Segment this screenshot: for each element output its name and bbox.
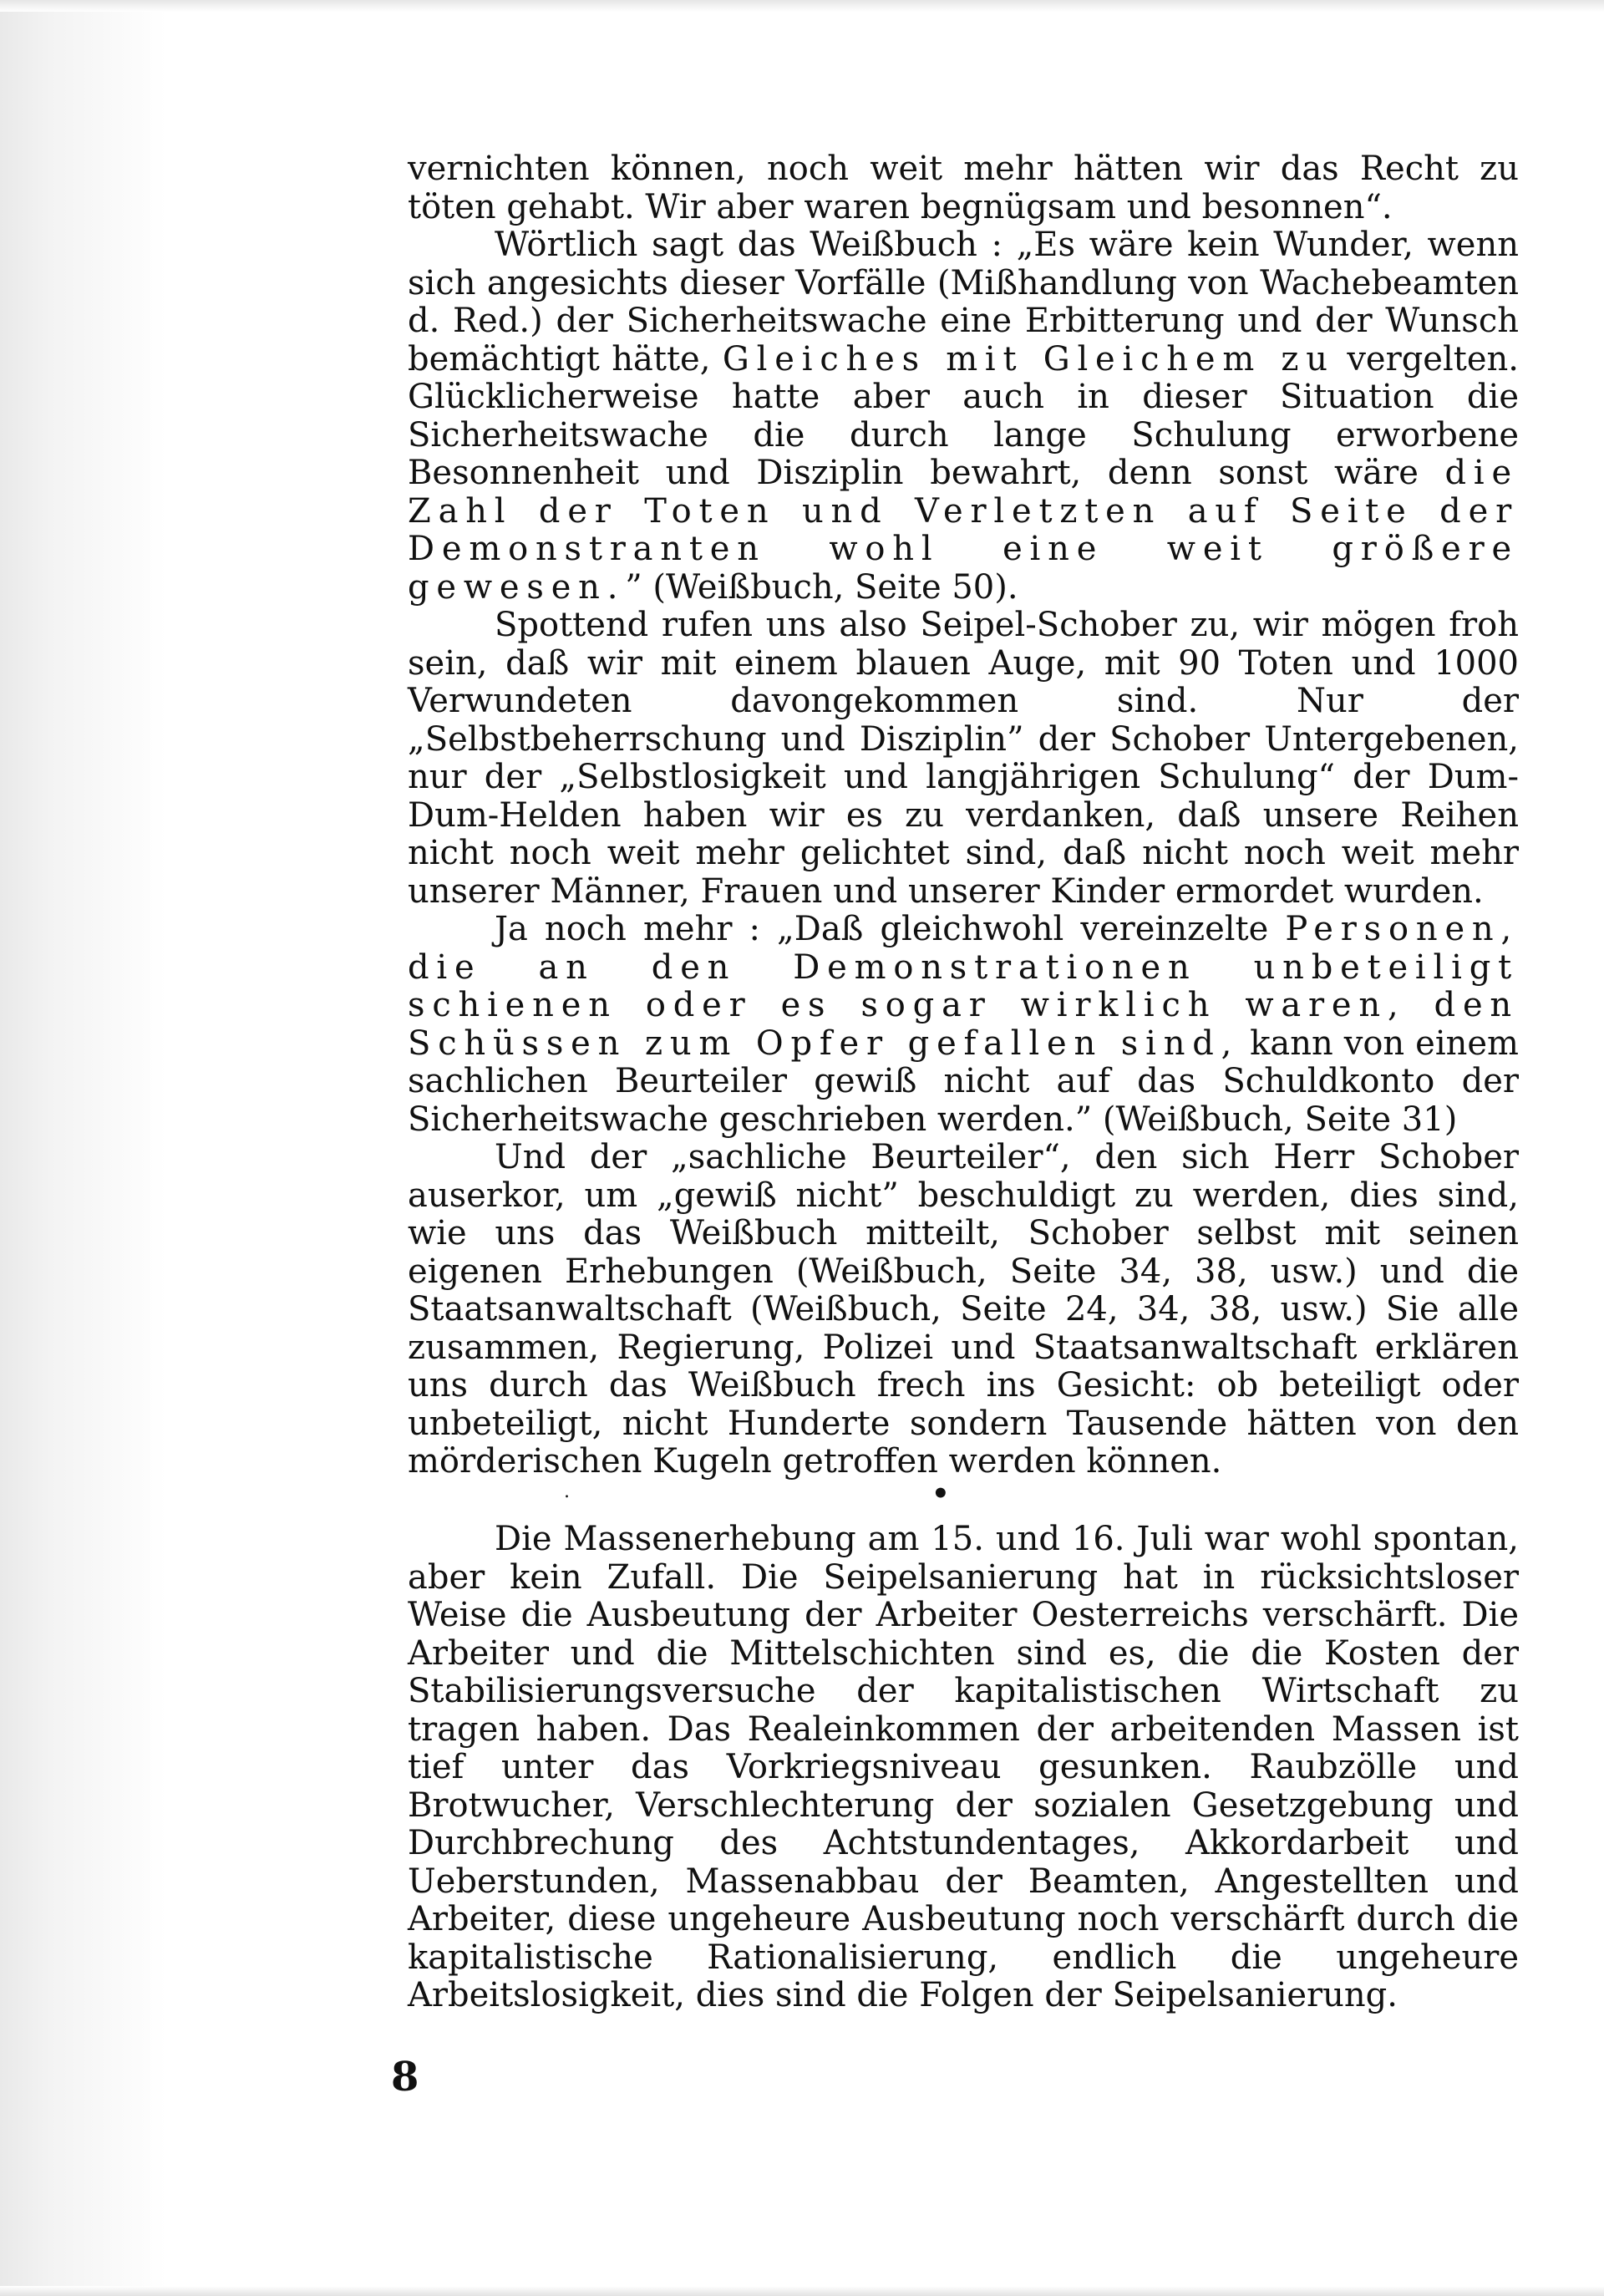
paragraph-4-spaced: Personen, die an den Demonstrationen unbeteiligt schienen oder es sogar wirklich waren, den Schüssen zum Opfer gefallen sind, [408,910,1519,1063]
page-left-edge-shadow [0,0,167,2296]
section-2-body [408,1521,1519,2015]
paragraph-2-spaced-2: die Zahl der Toten und Verletzten auf Seite der Demonstranten wohl eine weit größere gewesen. [408,454,1519,607]
paragraph-3: Spottend rufen uns also Seipel-Schober zu, wir mögen froh sein, daß wir mit einem blauen Auge, mit 90 Toten und 1000 Verwundeten davongekommen sind. Nur der „Selbstbeherrschung und Disziplin” der Schober Untergebenen, nur der „Selbstlosigkeit und langjährigen Schulung“ der Dum-Dum-Helden haben wir es zu verdanken, daß unsere Reihen nicht noch weit mehr gelichtet sind, daß nicht noch weit mehr unserer Männer, Frauen und unserer Kinder ermordet wurden. [408,606,1519,911]
paragraph-4 [408,911,1519,1139]
page-number: 8 [391,2054,419,2100]
section-1-body [408,150,1519,1481]
paragraph-4-part-a: Ja noch mehr : „Daß gleichwohl vereinzelte [495,910,1286,948]
page-bottom-edge-shadow [0,2286,1604,2296]
paragraph-2 [408,226,1519,607]
paragraph-4-part-b: kann von einem sachlichen Beurteiler gewiß nicht auf das Schuldkonto der Sicherheitswache geschrieben werden.” (Weißbuch, Seite 31) [408,1024,1519,1139]
section-separator-mark: • [931,1477,950,1511]
section-2-paragraph-1: Die Massenerhebung am 15. und 16. Juli war wohl spontan, aber kein Zufall. Die Seipelsanierung hat in rücksichtsloser Weise die Ausbeutung der Arbeiter Oesterreichs verschärft. Die Arbeiter und die Mittelschichten sind es, die die Kosten der Stabilisierungsversuche der kapitalistischen Wirtschaft zu tragen haben. Das Realeinkommen der arbeitenden Massen ist tief unter das Vorkriegsniveau gesunken. Raubzölle und Brotwucher, Verschlechterung der sozialen Gesetzgebung und Durchbrechung des Achtstundentages, Akkordarbeit und Ueberstunden, Massenabbau der Beamten, Angestellten und Arbeiter, diese ungeheure Ausbeutung noch verschärft durch die kapitalistische Rationalisierung, endlich die ungeheure Arbeitslosigkeit, dies sind die Folgen der Seipelsanierung. [408,1520,1519,2014]
paragraph-2-part-c: ” (Weißbuch, Seite 50). [625,567,1018,607]
paragraph-2-part-a: Wörtlich sagt das Weißbuch : „Es wäre kein Wunder, wenn sich angesichts dieser Vorfälle (Mißhandlung von Wachebeamten d. Red.) der Sicherheitswache eine Erbitterung und der Wunsch bemächtigt hätte, [408,226,1519,378]
paragraph-2-part-b: vergelten. Glücklicherweise hatte aber auch in dieser Situation die Sicherheitswache die durch lange Schulung erworbene Besonnenheit und Disziplin bewahrt, denn sonst wäre [408,339,1519,492]
paragraph-1: vernichten können, noch weit mehr hätten wir das Recht zu töten gehabt. Wir aber waren begnügsam und besonnen“. [408,150,1519,226]
page-top-edge-shadow [0,0,1604,12]
paragraph-2-spaced-1: Gleiches mit Gleichem zu [722,339,1335,378]
separator-dot: . [564,1481,570,1502]
paragraph-5: Und der „sachliche Beurteiler“, den sich Herr Schober auserkor, um „gewiß nicht” beschuldigt zu werden, dies sind, wie uns das Weißbuch mitteilt, Schober selbst mit seinen eigenen Erhebungen (Weißbuch, Seite 34, 38, usw.) und die Staatsanwaltschaft (Weißbuch, Seite 24, 34, 38, usw.) Sie alle zusammen, Regierung, Polizei und Staatsanwaltschaft erklären uns durch das Weißbuch frech ins Gesicht: ob beteiligt oder unbeteiligt, nicht Hunderte sondern Tausende hätten von den mörderischen Kugeln getroffen werden können. [408,1138,1519,1481]
